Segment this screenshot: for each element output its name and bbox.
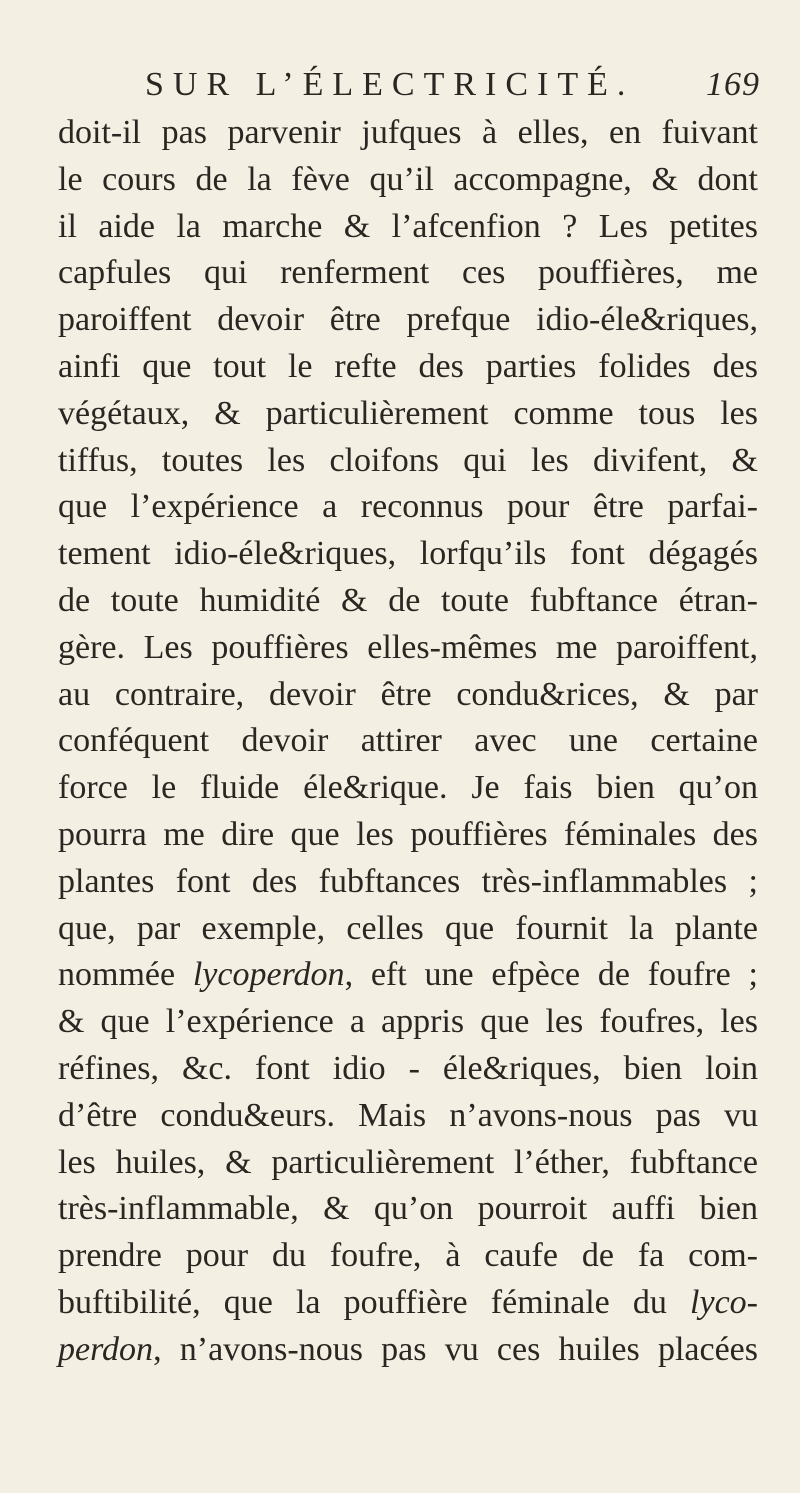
text-run: pourra me dire que les pouffières féminales des xyxy=(58,815,758,853)
text-run: ainfi que tout le refte des parties folides des xyxy=(58,347,758,385)
text-line xyxy=(58,906,758,953)
text-line xyxy=(58,1280,758,1327)
text-run: gère. Les pouffières elles-mêmes me paroiffent, xyxy=(58,628,758,666)
page-number: 169 xyxy=(706,66,760,103)
text-line xyxy=(58,344,758,391)
text-line xyxy=(58,1093,758,1140)
text-run: végétaux, & particulièrement comme tous les xyxy=(58,394,758,432)
text-run: très-inflammable, & qu’on pourroit auffi bien xyxy=(58,1190,758,1228)
text-run: force le fluide éle&rique. Je fais bien qu’on xyxy=(58,769,758,807)
text-line xyxy=(58,1140,758,1187)
running-title: SUR L’ÉLECTRICITÉ. xyxy=(145,66,635,103)
text-line xyxy=(58,812,758,859)
text-line xyxy=(58,250,758,297)
text-line xyxy=(58,625,758,672)
text-line xyxy=(58,391,758,438)
text-line xyxy=(58,765,758,812)
text-run: les huiles, & particulièrement l’éther, fubftance xyxy=(58,1143,758,1181)
text-run: tiffus, toutes les cloifons qui les divifent, & xyxy=(58,441,758,479)
text-run: , eft une efpèce de foufre ; xyxy=(344,956,758,994)
text-run: conféquent devoir attirer avec une certaine xyxy=(58,722,758,760)
text-run: d’être condu&eurs. Mais n’avons-nous pas vu xyxy=(58,1096,758,1134)
text-line xyxy=(58,952,758,999)
page-header xyxy=(145,66,760,116)
italic-term: perdon xyxy=(58,1330,154,1368)
text-line xyxy=(58,484,758,531)
body-text xyxy=(58,110,758,1374)
text-line xyxy=(58,672,758,719)
text-line xyxy=(58,204,758,251)
text-line xyxy=(58,1186,758,1233)
text-line xyxy=(58,297,758,344)
text-line xyxy=(58,578,758,625)
text-line xyxy=(58,157,758,204)
text-run: prendre pour du foufre, à caufe de fa com- xyxy=(58,1237,758,1275)
text-run: réfines, &c. font idio - éle&riques, bien loin xyxy=(58,1049,758,1087)
text-line xyxy=(58,438,758,485)
text-line xyxy=(58,1046,758,1093)
text-line xyxy=(58,110,758,157)
text-line xyxy=(58,859,758,906)
text-run: que l’expérience a reconnus pour être parfai- xyxy=(58,488,758,526)
text-run: le cours de la fève qu’il accompagne, & dont xyxy=(58,160,758,198)
text-run: que, par exemple, celles que fournit la plante xyxy=(58,909,758,947)
text-line xyxy=(58,999,758,1046)
text-run: plantes font des fubftances très-inflammables ; xyxy=(58,862,758,900)
text-run: & que l’expérience a appris que les foufres, les xyxy=(58,1003,758,1041)
text-run: , n’avons-nous pas vu ces huiles placées xyxy=(153,1330,758,1368)
text-line xyxy=(58,1327,758,1374)
text-run: paroiffent devoir être prefque idio-éle&riques, xyxy=(58,301,758,339)
text-run: au contraire, devoir être condu&rices, & par xyxy=(58,675,758,713)
italic-term: lyco- xyxy=(690,1283,758,1321)
text-run: doit-il pas parvenir jufques à elles, en fuivant xyxy=(58,114,758,151)
text-line xyxy=(58,718,758,765)
italic-term: lycoperdon xyxy=(192,956,345,994)
text-run: capfules qui renferment ces pouffières, me xyxy=(58,254,758,292)
text-run: de toute humidité & de toute fubftance étran- xyxy=(58,581,758,619)
text-line xyxy=(58,531,758,578)
text-line xyxy=(58,1233,758,1280)
text-run: tement idio-éle&riques, lorfqu’ils font dégagés xyxy=(58,535,758,573)
text-run: il aide la marche & l’afcenfion ? Les petites xyxy=(58,207,758,245)
text-run: buftibilité, que la pouffière féminale du xyxy=(58,1283,691,1321)
text-run: nommée xyxy=(58,956,193,994)
